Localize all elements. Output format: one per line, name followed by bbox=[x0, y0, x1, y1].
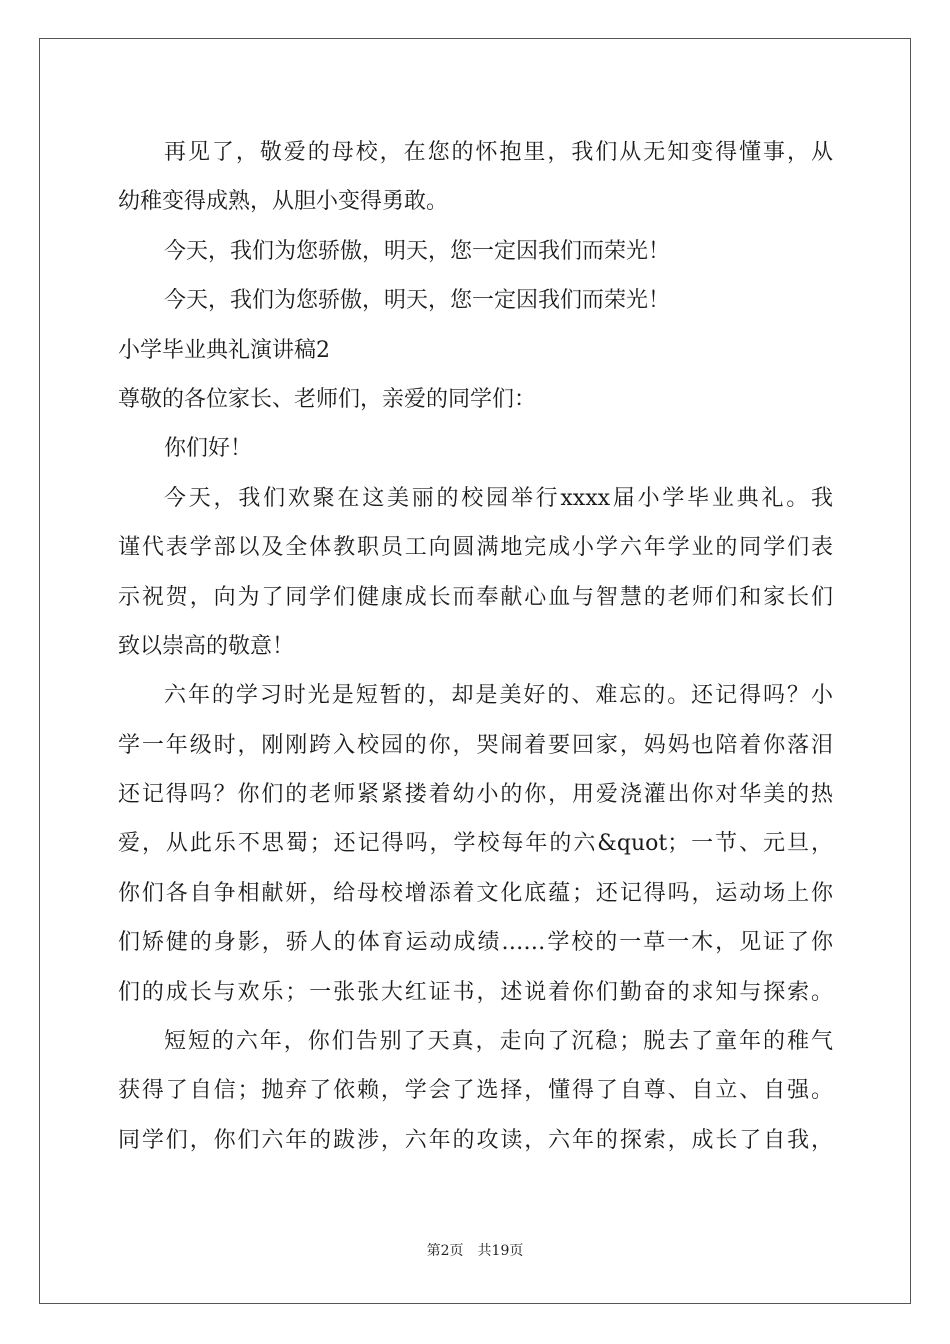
text-line: 还记得吗？你们的老师紧紧搂着幼小的你，用爱浇灌出你对华美的热 bbox=[118, 782, 833, 808]
text-line: 今天，我们为您骄傲，明天，您一定因我们而荣光！ bbox=[164, 238, 671, 264]
text-line: 短短的六年，你们告别了天真，走向了沉稳；脱去了童年的稚气 bbox=[164, 1029, 833, 1055]
text-line: 再见了，敬爱的母校，在您的怀抱里，我们从无知变得懂事，从 bbox=[164, 140, 833, 165]
text-line: 尊敬的各位家长、老师们，亲爱的同学们： bbox=[118, 386, 537, 412]
text-line: 同学们，你们六年的跋涉，六年的攻读，六年的探索，成长了自我， bbox=[118, 1127, 833, 1153]
text-line: 学一年级时，刚刚跨入校园的你，哭闹着要回家，妈妈也陪着你落泪 bbox=[118, 732, 833, 758]
text-line: 们的成长与欢乐；一张张大红证书，述说着你们勤奋的求知与探索。 bbox=[118, 979, 833, 1005]
document-body bbox=[118, 128, 833, 1165]
text-line: 你们各自争相献妍，给母校增添着文化底蕴；还记得吗，运动场上你 bbox=[118, 880, 833, 906]
text-line: 今天，我们欢聚在这美丽的校园举行xxxx届小学毕业典礼。我 bbox=[164, 485, 833, 511]
text-line: 爱，从此乐不思蜀；还记得吗，学校每年的六&quot；一节、元旦， bbox=[118, 831, 833, 857]
text-line: 六年的学习时光是短暂的，却是美好的、难忘的。还记得吗？小 bbox=[164, 683, 833, 709]
page-number: 第2页 bbox=[426, 1243, 464, 1259]
text-line: 们矫健的身影，骄人的体育运动成绩……学校的一草一木，见证了你 bbox=[118, 930, 833, 956]
text-line: 今天，我们为您骄傲，明天，您一定因我们而荣光！ bbox=[164, 288, 671, 314]
text-line: 示祝贺，向为了同学们健康成长而奉献心血与智慧的老师们和家长们 bbox=[118, 584, 833, 610]
text-line: 致以崇高的敬意！ bbox=[118, 633, 295, 659]
text-line: 获得了自信；抛弃了依赖，学会了选择，懂得了自尊、自立、自强。 bbox=[118, 1078, 833, 1104]
text-line: 谨代表学部以及全体教职员工向圆满地完成小学六年学业的同学们表 bbox=[118, 535, 833, 561]
text-line: 小学毕业典礼演讲稿2 bbox=[118, 337, 330, 363]
page-total: 共19页 bbox=[477, 1243, 524, 1259]
text-line: 幼稚变得成熟，从胆小变得勇敢。 bbox=[118, 189, 449, 215]
page-footer bbox=[0, 1240, 950, 1260]
text-line: 你们好！ bbox=[164, 436, 253, 462]
